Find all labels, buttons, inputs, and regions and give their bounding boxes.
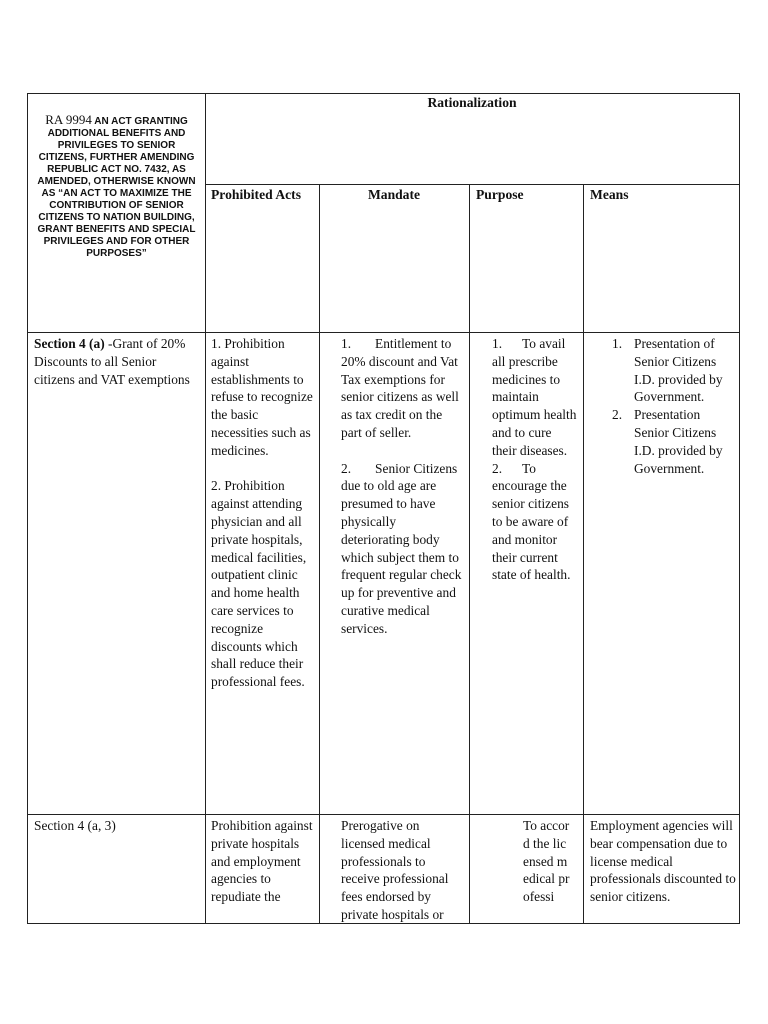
- row1-purpose-item-1: [492, 335, 577, 460]
- row2-prohibited-acts: Prohibition against private hospitals and employment agencies to repudiate the: [211, 818, 313, 905]
- row1-mandate-item-2-number: 2.: [341, 460, 352, 476]
- header-prohibited-acts: Prohibited Acts: [211, 187, 301, 202]
- act-title: AN ACT GRANTING ADDITIONAL BENEFITS AND PRIVILEGES TO SENIOR CITIZENS, FURTHER AMENDING REPUBLIC ACT NO. 7432, AS AMENDED, OTHERWISE KNOWN AS “AN ACT TO MAXIMIZE THE CONTRIBUTION OF SENIOR CITIZENS TO NATION BUILDING, GRANT BENEFITS AND SPECIAL PRIVILEGES AND FOR OTHER PURPOSES”: [37, 116, 196, 259]
- col-divider-2: [319, 184, 320, 924]
- row1-section-number: Section 4 (a): [34, 336, 105, 351]
- row1-prohibited-item-1: 1. Prohibition against establishments to refuse to recognize the basic necessities such as medicines.: [211, 336, 313, 458]
- row1-mandate-item-1-number: 1.: [341, 336, 352, 351]
- row1-section-description: -Grant of 20% Discounts to all Senior citizens and VAT exemptions: [34, 336, 190, 387]
- row1-mandate-item-2-text: Senior Citizens due to old age are presumed to have physically deteriorating body which subject them to frequent regular check up for preventive and curative medical services.: [341, 460, 462, 636]
- row1-purpose-item-2-text: To encourage the senior citizens to be aware of and monitor their current state of health.: [492, 460, 571, 583]
- row1-purpose-item-2: [492, 460, 577, 585]
- table-border-bottom: [27, 923, 740, 924]
- row1-purpose-item-2-number: 2.: [492, 460, 503, 476]
- table-border-right: [739, 93, 740, 924]
- row1-means-item-1-text: Presentation of Senior Citizens I.D. provided by Government.: [634, 336, 723, 405]
- row1-means-item-2: [590, 406, 736, 477]
- row1-means-item-1-number: 1.: [612, 336, 623, 351]
- row1-purpose-item-1-number: 1.: [492, 336, 503, 351]
- row1-purpose-item-1-text: To avail all prescribe medicines to maintain optimum health and to cure their diseases.: [492, 336, 577, 458]
- row1-purpose: [492, 335, 577, 584]
- row1-means-item-1: [590, 335, 736, 406]
- col-divider-1: [205, 93, 206, 924]
- col-divider-4: [583, 184, 584, 924]
- row1-prohibited-acts: [211, 335, 315, 691]
- row2-mandate: Prerogative on licensed medical professionals to receive professional fees endorsed by private hospitals or: [341, 818, 449, 922]
- row1-means: [590, 335, 736, 477]
- header-means: Means: [590, 187, 629, 202]
- header-purpose: Purpose: [476, 187, 524, 202]
- col-divider-3: [469, 184, 470, 924]
- row-divider-2: [27, 814, 740, 815]
- table-border-left: [27, 93, 28, 924]
- header-mandate: Mandate: [367, 187, 421, 202]
- row2-purpose: To accord the licensed medical professi: [523, 818, 570, 905]
- header-divider: [205, 184, 740, 185]
- row2-section: Section 4 (a, 3): [34, 818, 116, 833]
- row1-mandate-item-1-text: Entitlement to 20% discount and Vat Tax exemptions for senior citizens as well as tax credit on the part of seller.: [341, 336, 459, 440]
- row1-section: [34, 335, 199, 388]
- row1-mandate: [341, 335, 466, 638]
- act-title-cell: [34, 114, 199, 260]
- row-divider-1: [27, 332, 740, 333]
- row2-means: Employment agencies will bear compensation due to license medical professionals discounted to senior citizens.: [590, 818, 736, 905]
- row1-mandate-item-1: [341, 335, 466, 442]
- row1-prohibited-item-2: 2. Prohibition against attending physician and all private hospitals, medical facilities, outpatient clinic and home health care services to recognize discounts which shall reduce their professional fees.: [211, 478, 307, 690]
- table-border-top: [27, 93, 740, 94]
- ra-number: RA 9994: [45, 112, 92, 127]
- row1-means-item-2-number: 2.: [612, 407, 623, 423]
- row1-means-item-2-text: Presentation Senior Citizens I.D. provided by Government.: [634, 407, 723, 476]
- header-rationalization: Rationalization: [427, 95, 517, 110]
- row1-mandate-item-2: [341, 460, 466, 638]
